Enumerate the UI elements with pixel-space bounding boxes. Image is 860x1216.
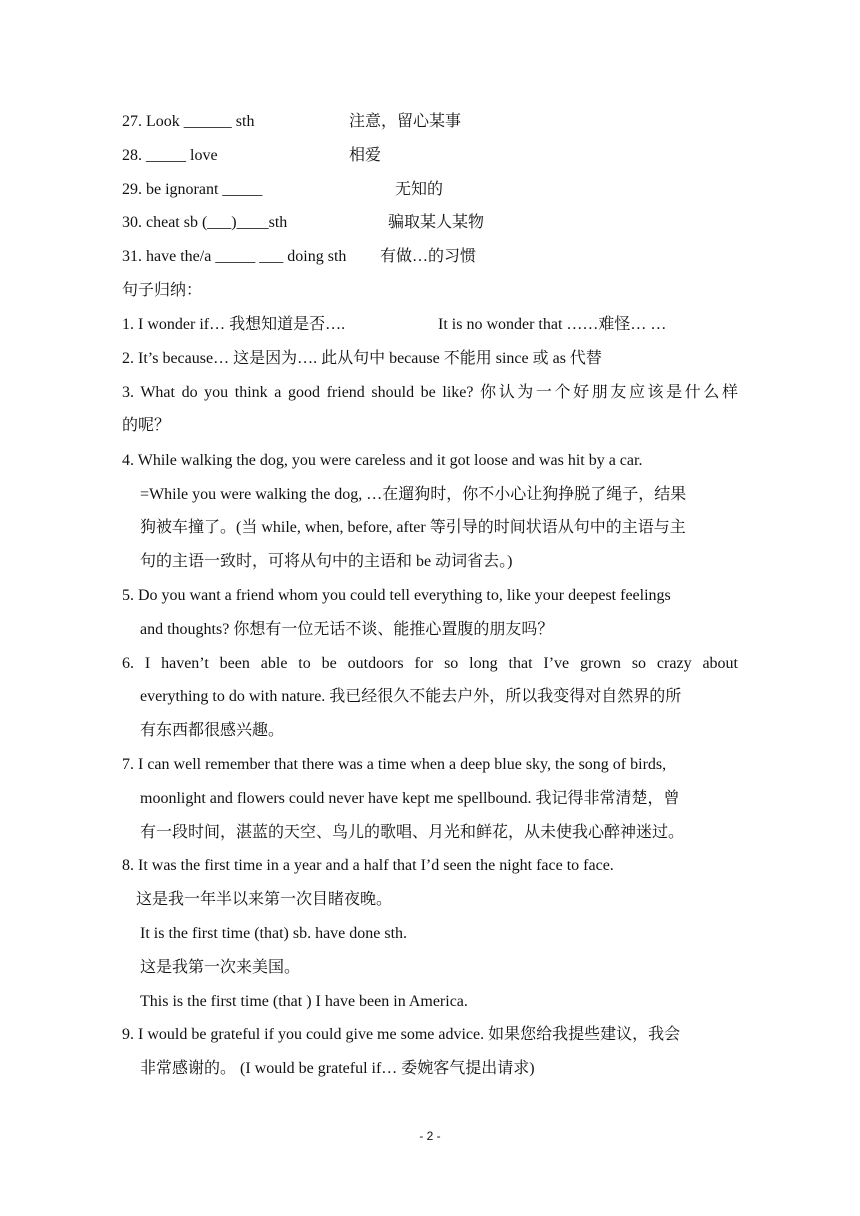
sentence-7-line-1: 7. I can well remember that there was a time when a deep blue sky, the song of birds, <box>122 756 667 773</box>
sentence-7-line-3: 有一段时间，湛蓝的天空、鸟儿的歌唱、月光和鲜花，从未使我心醉神迷过。 <box>140 824 685 841</box>
sentence-5-line-1: 5. Do you want a friend whom you could tell everything to, like your deepest feelings <box>122 587 671 604</box>
sentence-6-line-3: 有东西都很感兴趣。 <box>140 722 285 739</box>
phrase-27-en: 27. Look ______ sth <box>122 113 255 130</box>
sentence-1-a: 1. I wonder if… 我想知道是否…. <box>122 316 346 333</box>
sentence-8-line-2: 这是我一年半以来第一次目睹夜晚。 <box>136 891 393 908</box>
phrase-29-en: 29. be ignorant _____ <box>122 181 263 198</box>
sentence-3-line-1: 3. What do you think a good friend should be like? 你认为一个好朋友应该是什么样 <box>122 384 738 401</box>
sentence-4-line-1: 4. While walking the dog, you were careless and it got loose and was hit by a car. <box>122 452 643 469</box>
sentence-1-b: It is no wonder that ……难怪… … <box>438 316 667 333</box>
phrase-31-en: 31. have the/a _____ ___ doing sth <box>122 248 347 265</box>
sentence-8-line-4: 这是我第一次来美国。 <box>140 959 301 976</box>
sentence-6-line-2: everything to do with nature. 我已经很久不能去户外，所以我变得对自然界的所 <box>140 688 682 705</box>
phrase-27-cn: 注意，留心某事 <box>349 113 462 130</box>
sentence-4-line-2: =While you were walking the dog, …在遛狗时，你不小心让狗挣脱了绳子，结果 <box>140 486 687 503</box>
sentence-8-line-5: This is the first time (that ) I have been in America. <box>140 993 468 1010</box>
phrase-31-cn: 有做…的习惯 <box>380 248 477 265</box>
sentence-9-line-2: 非常感谢的。 (I would be grateful if… 委婉客气提出请求) <box>140 1060 535 1077</box>
sentence-8-line-1: 8. It was the first time in a year and a half that I’d seen the night face to face. <box>122 857 614 874</box>
sentence-7-line-2: moonlight and flowers could never have kept me spellbound. 我记得非常清楚，曾 <box>140 790 680 807</box>
sentence-3-line-2: 的呢？ <box>122 417 171 434</box>
sentence-6-line-1: 6. I haven’t been able to be outdoors for so long that I’ve grown so crazy about <box>122 655 738 672</box>
sentence-8-line-3: It is the first time (that) sb. have done sth. <box>140 925 408 942</box>
phrase-30-en: 30. cheat sb (___)____sth <box>122 214 288 231</box>
phrase-28-cn: 相爱 <box>349 147 382 164</box>
section-heading: 句子归纳： <box>122 282 203 299</box>
phrase-30-cn: 骗取某人某物 <box>388 214 485 231</box>
page-number: - 2 - <box>419 1129 441 1143</box>
sentence-9-line-1: 9. I would be grateful if you could give me some advice. 如果您给我提些建议，我会 <box>122 1026 681 1043</box>
phrase-28-en: 28. _____ love <box>122 147 218 164</box>
phrase-29-cn: 无知的 <box>395 181 444 198</box>
sentence-4-line-3: 狗被车撞了。(当 while, when, before, after 等引导的时间状语从句中的主语与主 <box>140 519 686 536</box>
sentence-5-line-2: and thoughts? 你想有一位无话不谈、能推心置腹的朋友吗？ <box>140 621 554 638</box>
sentence-4-line-4: 句的主语一致时，可将从句中的主语和 be 动词省去。) <box>140 553 513 570</box>
sentence-2: 2. It’s because… 这是因为…. 此从句中 because 不能用 since 或 as 代替 <box>122 350 602 367</box>
